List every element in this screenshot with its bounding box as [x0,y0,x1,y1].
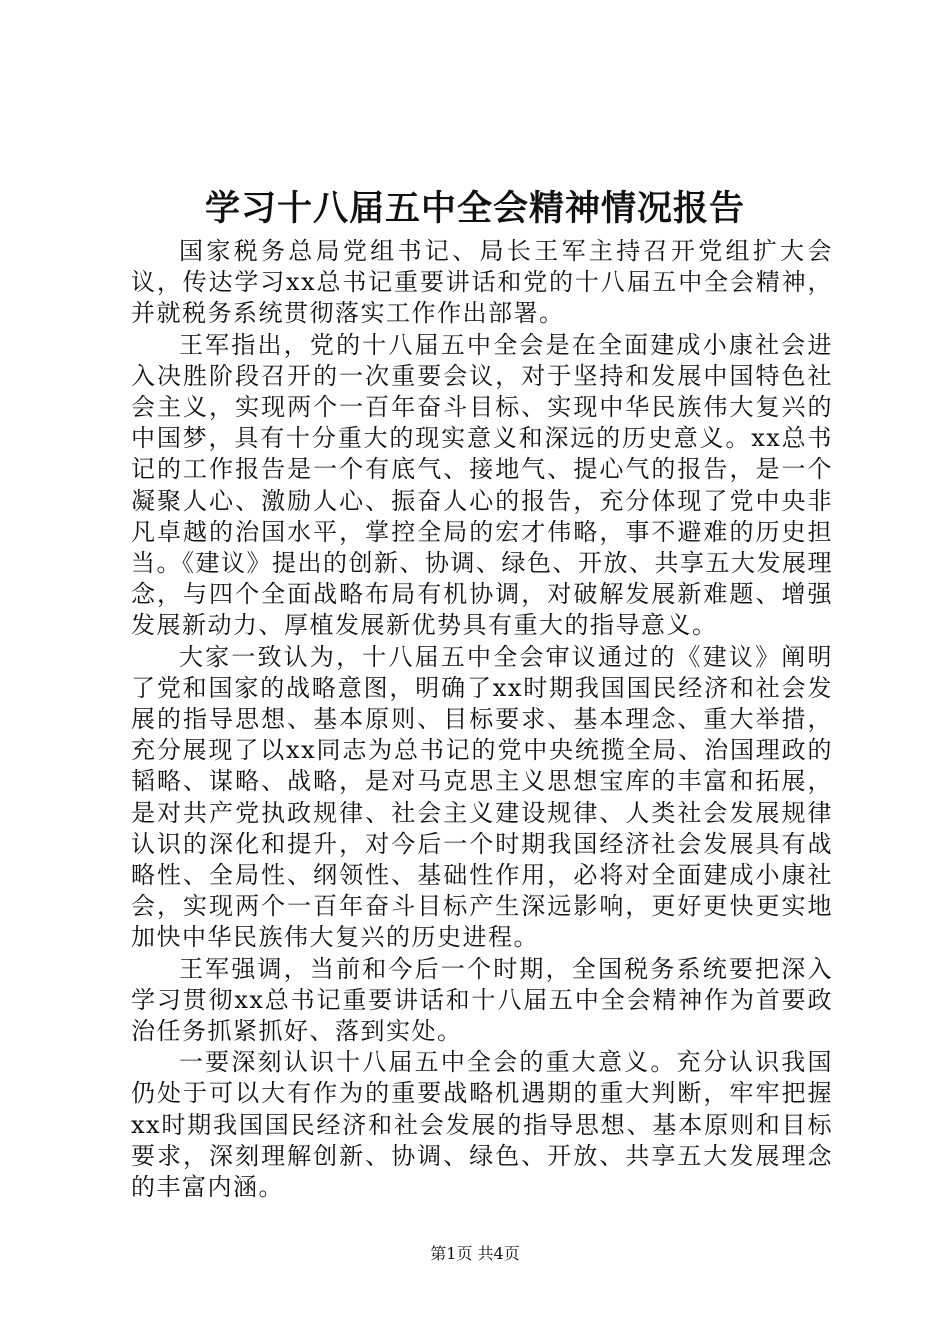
document-title: 学习十八届五中全会精神情况报告 [204,188,745,229]
document-body [131,236,833,1203]
paragraph-5: 一要深刻认识十八届五中全会的重大意义。充分认识我国仍处于可以大有作为的重要战略机遇期的重大判断，牢牢把握xx时期我国国民经济和社会发展的指导思想、基本原则和目标要求，深刻理解创新、协调、绿色、开放、共享五大发展理念的丰富内涵。 [131,1048,833,1202]
page-number-footer: 第1页 共4页 [430,1244,520,1263]
paragraph-2: 王军指出，党的十八届五中全会是在全面建成小康社会进入决胜阶段召开的一次重要会议，对于坚持和发展中国特色社会主义，实现两个一百年奋斗目标、实现中华民族伟大复兴的中国梦，具有十分重大的现实意义和深远的历史意义。xx总书记的工作报告是一个有底气、接地气、提心气的报告，是一个凝聚人心、激励人心、振奋人心的报告，充分体现了党中央非凡卓越的治国水平，掌控全局的宏才伟略，事不避难的历史担当。《建议》提出的创新、协调、绿色、开放、共享五大发展理念，与四个全面战略布局有机协调，对破解发展新难题、增强发展新动力、厚植发展新优势具有重大的指导意义。 [131,330,833,640]
paragraph-3: 大家一致认为，十八届五中全会审议通过的《建议》阐明了党和国家的战略意图，明确了xx时期我国国民经济和社会发展的指导思想、基本原则、目标要求、基本理念、重大举措，充分展现了以xx同志为总书记的党中央统揽全局、治国理政的韬略、谋略、战略，是对马克思主义思想宝库的丰富和拓展，是对共产党执政规律、社会主义建设规律、人类社会发展规律认识的深化和提升，对今后一个时期我国经济社会发展具有战略性、全局性、纲领性、基础性作用，必将对全面建成小康社会，实现两个一百年奋斗目标产生深远影响，更好更快更实地加快中华民族伟大复兴的历史进程。 [131,642,833,952]
paragraph-4: 王军强调，当前和今后一个时期，全国税务系统要把深入学习贯彻xx总书记重要讲话和十八届五中全会精神作为首要政治任务抓紧抓好、落到实处。 [131,954,833,1046]
paragraph-1: 国家税务总局党组书记、局长王军主持召开党组扩大会议，传达学习xx总书记重要讲话和党的十八届五中全会精神，并就税务系统贯彻落实工作作出部署。 [131,237,833,328]
